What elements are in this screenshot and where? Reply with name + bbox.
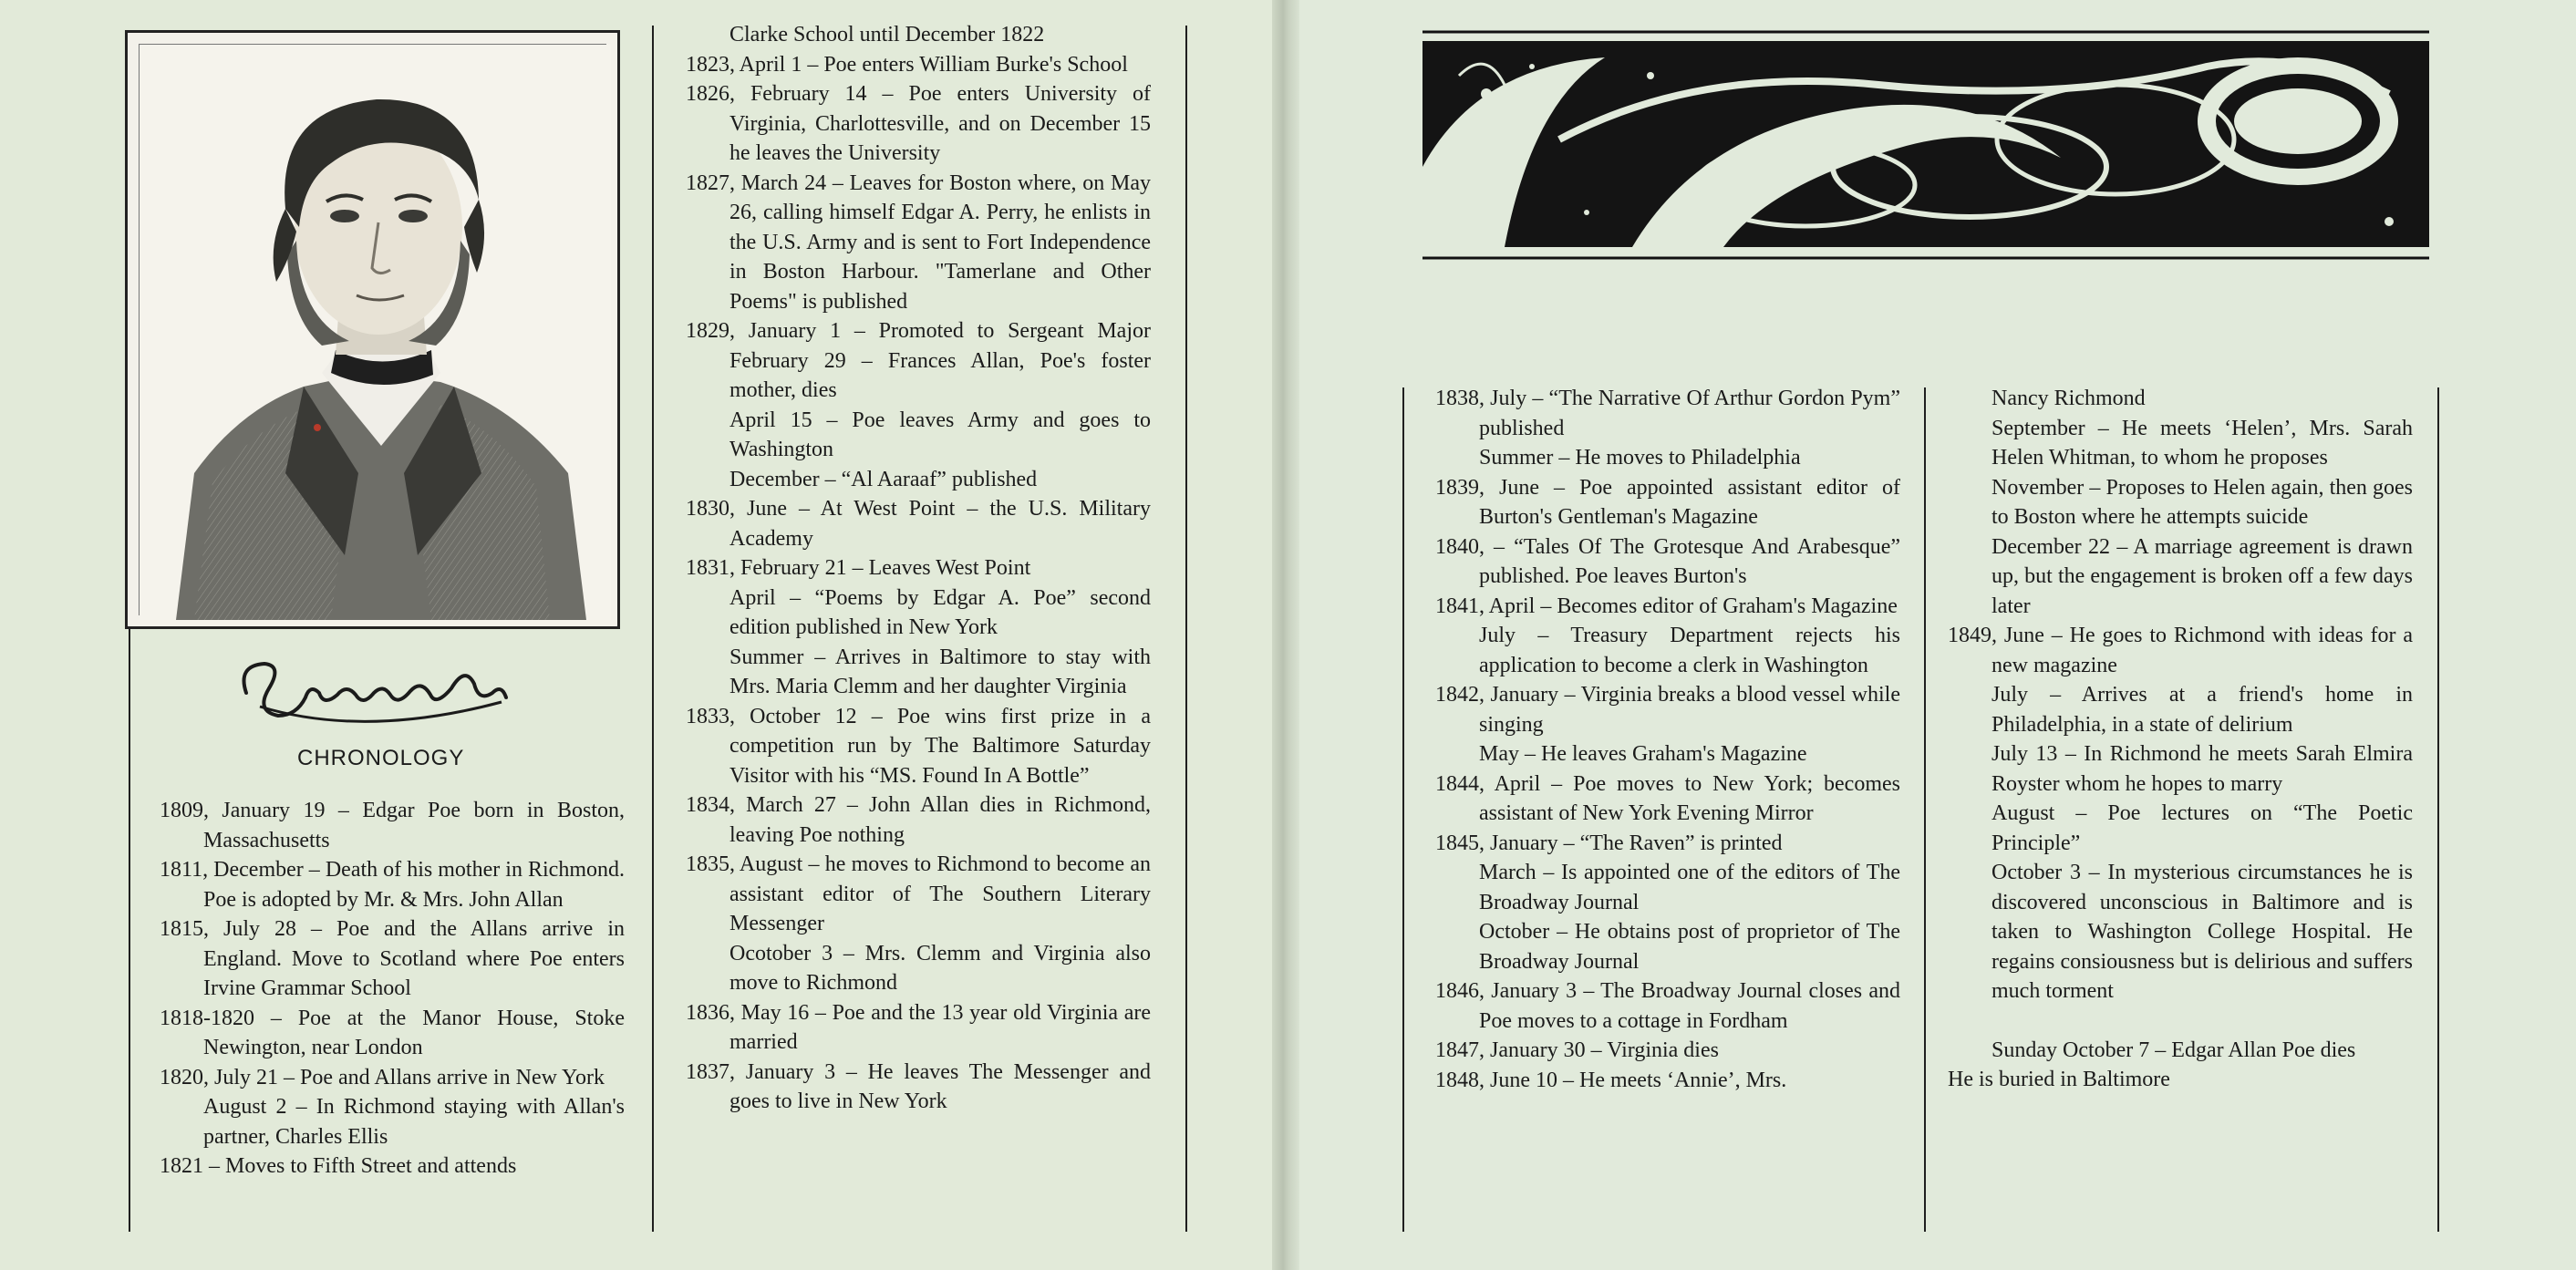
left-outer-rule xyxy=(1185,26,1187,1232)
chronology-subentry: July – Arrives at a friend's home in Philadelphia, in a state of delirium xyxy=(1991,683,2413,737)
chronology-entry: 1830, June – At West Point – the U.S. Military Academy xyxy=(686,497,1151,551)
chronology-entry: 1815, July 28 – Poe and the Allans arrive in England. Move to Scotland where Poe enters Irvine Grammar School xyxy=(160,917,625,1000)
chronology-entry: 1823, April 1 – Poe enters William Burke's School xyxy=(686,52,1128,77)
banner-illustration xyxy=(1422,30,2429,260)
chronology-entry: 1826, February 14 – Poe enters University of Virginia, Charlottesville, and on December 15 he leaves the University xyxy=(686,82,1151,165)
chronology-entry: 1846, January 3 – The Broadway Journal closes and Poe moves to a cottage in Fordham xyxy=(1435,979,1900,1033)
chronology-entry: 1820, July 21 – Poe and Allans arrive in New York xyxy=(160,1065,605,1089)
chronology-subentry: April 15 – Poe leaves Army and goes to Washington xyxy=(729,408,1151,461)
right-column-divider-left xyxy=(1402,387,1404,1232)
chronology-subentry: May – He leaves Graham's Magazine xyxy=(1479,742,1807,766)
left-margin-rule xyxy=(129,629,130,1232)
chronology-subentry: December 22 – A marriage agreement is drawn up, but the engagement is broken off a few days later xyxy=(1991,534,2413,618)
chronology-column-2 xyxy=(686,20,1151,1117)
spacer xyxy=(1948,1007,2413,1036)
chronology-entry: 1809, January 19 – Edgar Poe born in Boston, Massachusetts xyxy=(160,799,625,852)
entry-continuation: Clarke School until December 1822 xyxy=(729,23,1045,46)
portrait-engraving xyxy=(140,45,611,620)
chronology-column-4 xyxy=(1948,384,2413,1095)
right-column-divider-mid xyxy=(1924,387,1926,1232)
book-gutter xyxy=(1272,0,1299,1270)
chronology-subentry: September – He meets ‘Helen’, Mrs. Sarah Helen Whitman, to whom he proposes xyxy=(1991,416,2413,470)
chronology-subentry: October 3 – In mysterious circumstances he is discovered unconscious in Baltimore and is taken to Washington College Hospital. He regains consiousness but is delirious and suffers much torment xyxy=(1991,861,2413,1003)
chronology-entry: 1837, January 3 – He leaves The Messenger and goes to live in New York xyxy=(686,1059,1151,1113)
chronology-entry: 1838, July – “The Narrative Of Arthur Gordon Pym” published xyxy=(1435,387,1900,440)
chronology-subentry: October – He obtains post of proprietor of The Broadway Journal xyxy=(1479,920,1900,974)
chronology-entry: 1840, – “Tales Of The Grotesque And Arabesque” published. Poe leaves Burton's xyxy=(1435,534,1900,588)
portrait-image xyxy=(139,44,606,615)
chronology-subentry: Summer – Arrives in Baltimore to stay with Mrs. Maria Clemm and her daughter Virginia xyxy=(729,645,1151,698)
chronology-subentry: March – Is appointed one of the editors of The Broadway Journal xyxy=(1479,861,1900,914)
entry-continuation: Nancy Richmond xyxy=(1991,387,2146,410)
left-column-divider xyxy=(652,26,654,1232)
chronology-subentry: July – Treasury Department rejects his application to become a clerk in Washington xyxy=(1479,624,1900,677)
chronology-column-1 xyxy=(160,796,625,1182)
chronology-entry: 1818-1820 – Poe at the Manor House, Stoke Newington, near London xyxy=(160,1006,625,1059)
chronology-subentry: April – “Poems by Edgar A. Poe” second edition published in New York xyxy=(729,585,1151,639)
chronology-subentry: August 2 – In Richmond staying with Allan's partner, Charles Ellis xyxy=(203,1095,625,1149)
chronology-entry: He is buried in Baltimore xyxy=(1948,1068,2170,1091)
chronology-subentry: Sunday October 7 – Edgar Allan Poe dies xyxy=(1991,1038,2356,1062)
chronology-entry: 1841, April – Becomes editor of Graham's Magazine xyxy=(1435,594,1898,618)
illustration-drawing xyxy=(1422,30,2429,260)
chronology-entry: 1847, January 30 – Virginia dies xyxy=(1435,1038,1719,1062)
chronology-entry: 1829, January 1 – Promoted to Sergeant Major February 29 – Frances Allan, Poe's foster mother, dies xyxy=(686,319,1151,402)
chronology-entry: 1834, March 27 – John Allan dies in Richmond, leaving Poe nothing xyxy=(686,793,1151,847)
chronology-entry: 1821 – Moves to Fifth Street and attends xyxy=(160,1154,517,1178)
chronology-entry: 1848, June 10 – He meets ‘Annie’, Mrs. xyxy=(1435,1068,1787,1092)
portrait-frame xyxy=(125,30,620,629)
signature-mark xyxy=(228,638,529,748)
chronology-entry: 1845, January – “The Raven” is printed xyxy=(1435,831,1783,855)
chronology-entry: 1842, January – Virginia breaks a blood vessel while singing xyxy=(1435,683,1900,737)
chronology-entry: 1844, April – Poe moves to New York; becomes assistant of New York Evening Mirror xyxy=(1435,771,1900,825)
chronology-entry: 1827, March 24 – Leaves for Boston where, on May 26, calling himself Edgar A. Perry, he enlists in the U.S. Army and is sent to Fort Independence in Boston Harbour. "Tamerlane and Other Poems" is published xyxy=(686,170,1151,314)
chronology-entry: 1831, February 21 – Leaves West Point xyxy=(686,556,1031,580)
chronology-subentry: December – “Al Aaraaf” published xyxy=(729,467,1038,491)
chronology-subentry: Ocotober 3 – Mrs. Clemm and Virginia also move to Richmond xyxy=(729,941,1151,995)
right-column-divider-right xyxy=(2437,387,2439,1232)
chronology-heading: CHRONOLOGY xyxy=(297,746,465,770)
chronology-subentry: August – Poe lectures on “The Poetic Principle” xyxy=(1991,801,2413,855)
chronology-entry: 1835, August – he moves to Richmond to become an assistant editor of The Southern Literary Messenger xyxy=(686,852,1151,935)
chronology-subentry: Summer – He moves to Philadelphia xyxy=(1479,446,1801,470)
chronology-entry: 1839, June – Poe appointed assistant editor of Burton's Gentleman's Magazine xyxy=(1435,475,1900,529)
chronology-subentry: November – Proposes to Helen again, then goes to Boston where he attempts suicide xyxy=(1991,475,2413,529)
chronology-subentry: July 13 – In Richmond he meets Sarah Elmira Royster whom he hopes to marry xyxy=(1991,742,2413,796)
chronology-entry: 1836, May 16 – Poe and the 13 year old Virginia are married xyxy=(686,1000,1151,1054)
chronology-entry: 1833, October 12 – Poe wins first prize in a competition run by The Baltimore Saturday Visitor with his “MS. Found In A Bottle” xyxy=(686,704,1151,788)
chronology-column-3 xyxy=(1435,384,1900,1095)
chronology-entry: 1811, December – Death of his mother in Richmond. Poe is adopted by Mr. & Mrs. John Allan xyxy=(160,858,625,912)
chronology-entry: 1849, June – He goes to Richmond with ideas for a new magazine xyxy=(1948,624,2413,677)
